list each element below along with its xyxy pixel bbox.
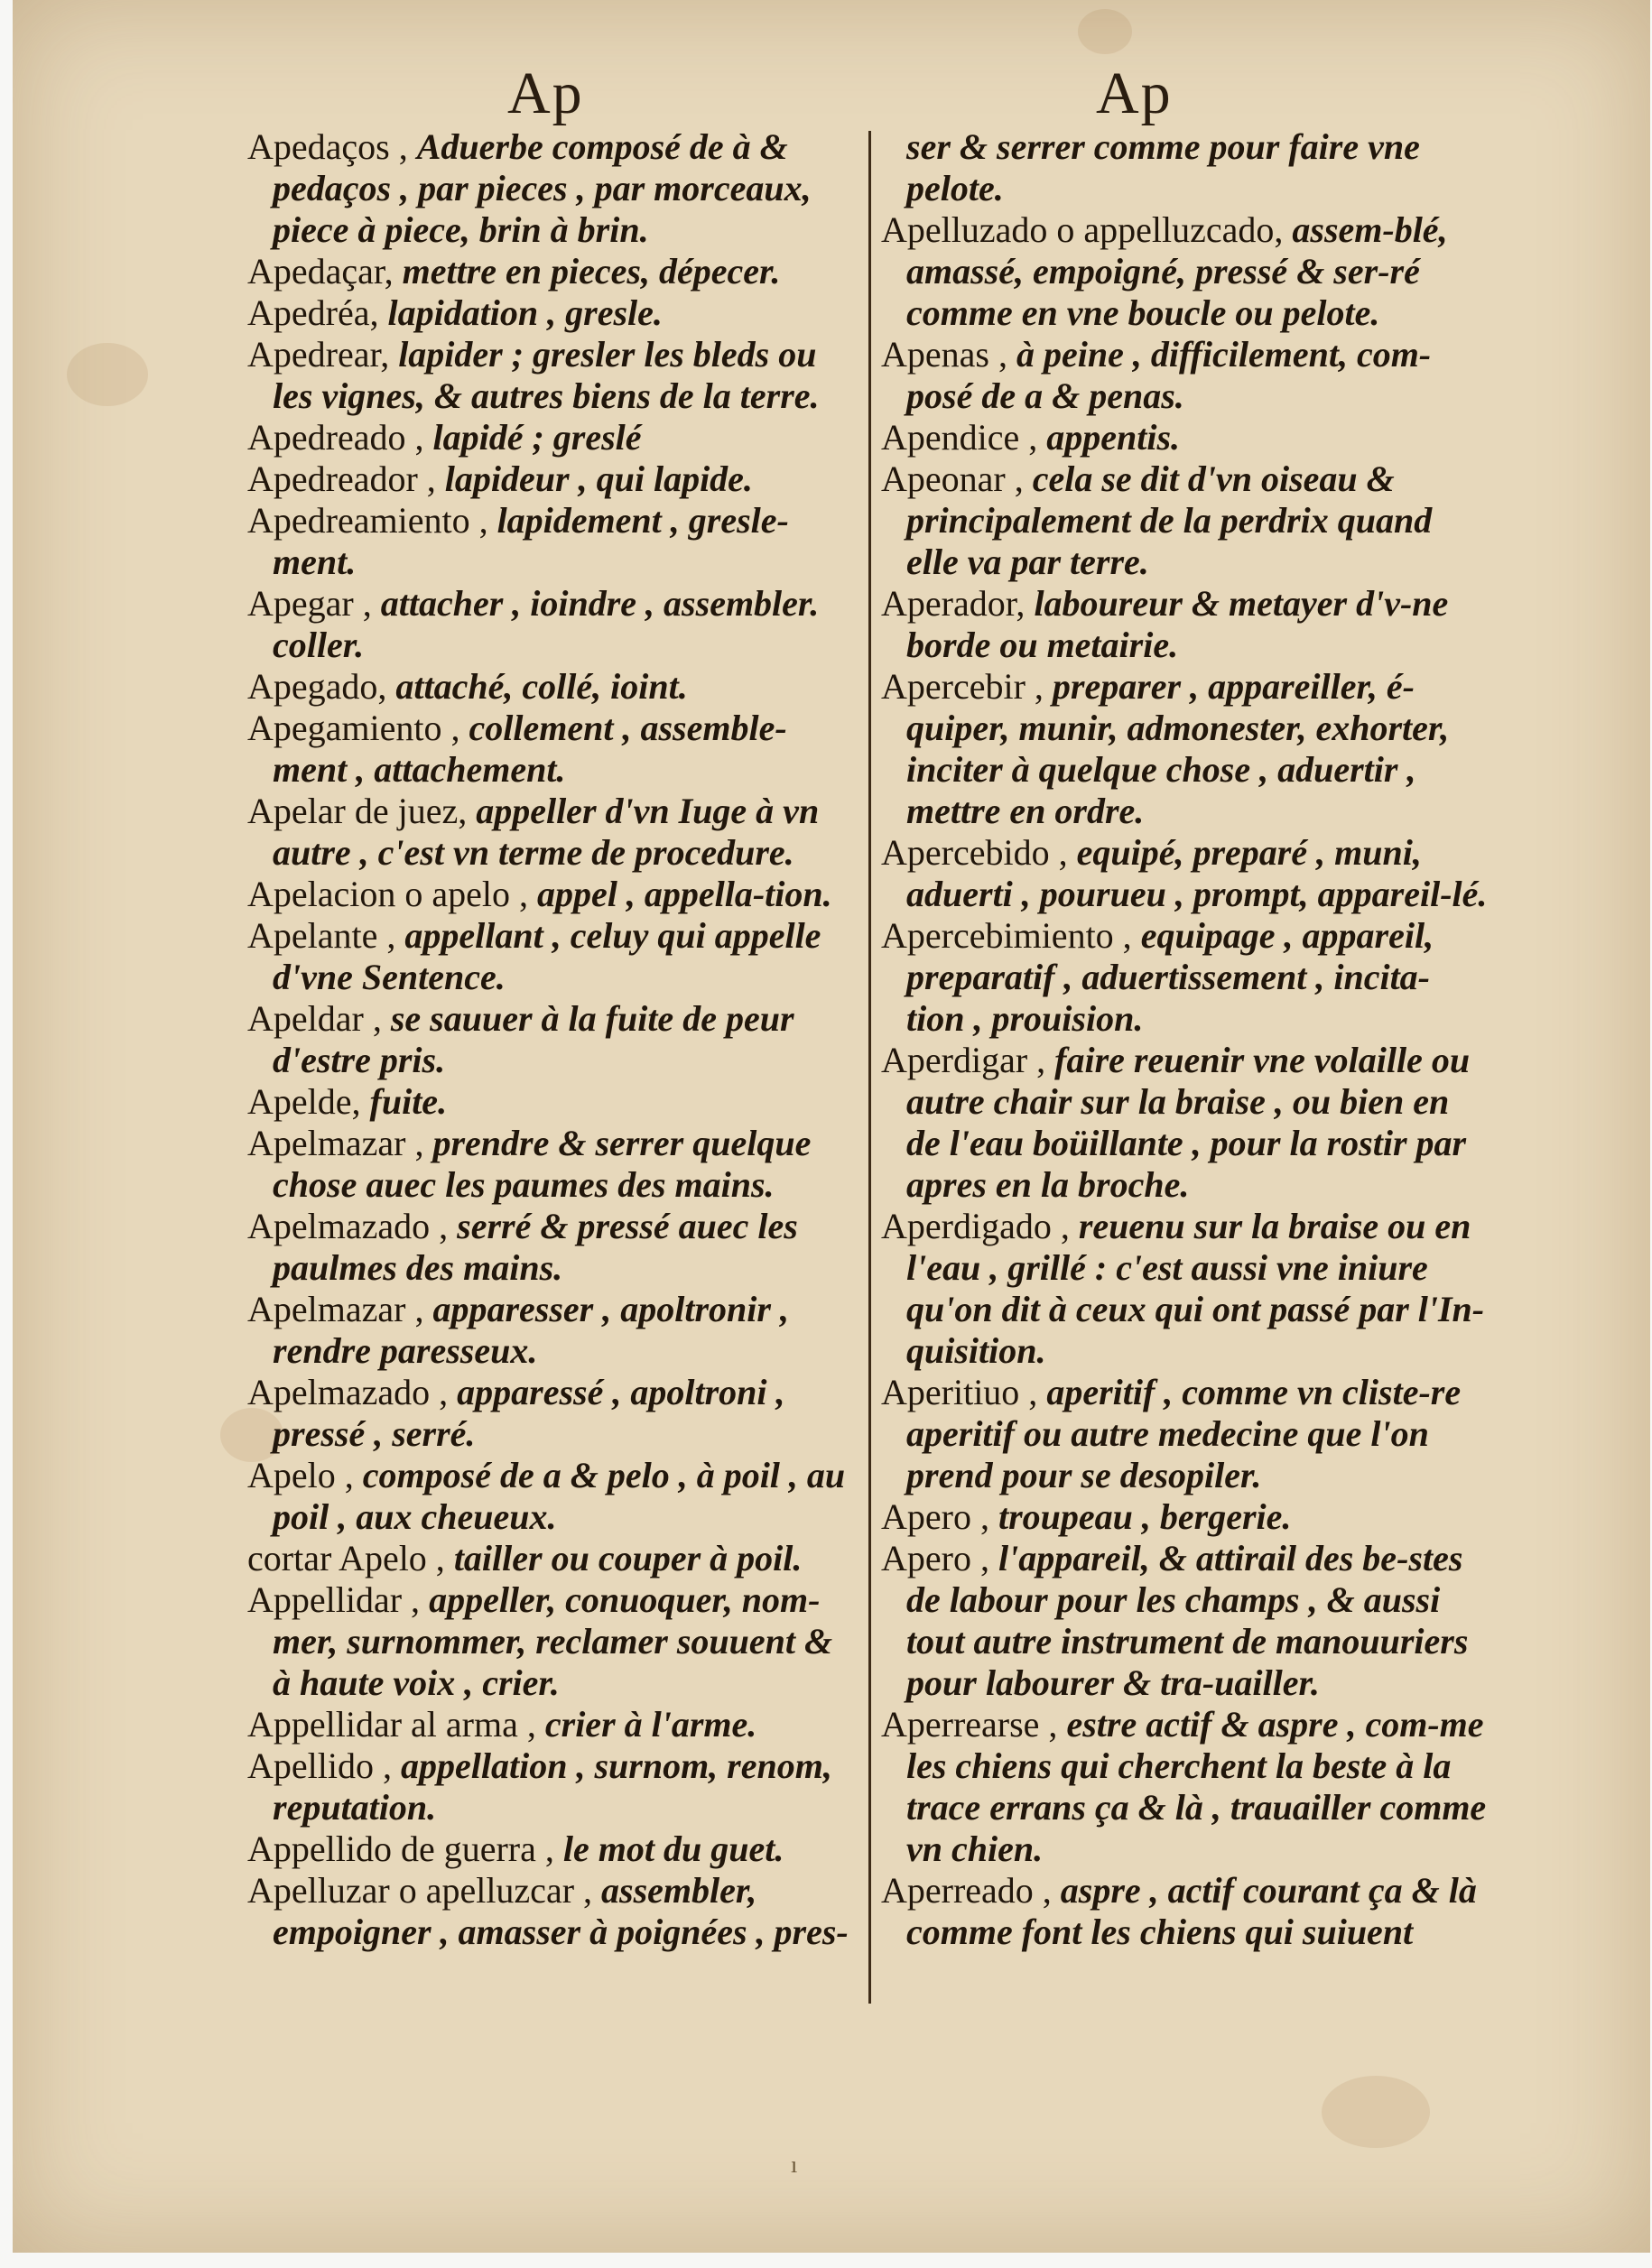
dictionary-entry: cortar Apelo , tailler ou couper à poil. [247, 1538, 803, 1578]
dictionary-entry: Apero , l'appareil, & attirail des be-stes de labour pour les champs , & aussi tout autre instrument de manouuriers pour labourer & tra-uailler. [881, 1538, 1469, 1703]
dictionary-entry-continuation: ser & serrer comme pour faire vne pelote. [906, 126, 1420, 208]
dictionary-entry: Apedrear, lapider ; gresler les bleds ou les vignes, & autres biens de la terre. [247, 334, 820, 416]
dictionary-entry: Apedreado , lapidé ; greslé [247, 417, 642, 458]
dictionary-entry: Aperrearse , estre actif & aspre , com-me les chiens qui cherchent la beste à la trace errans ça & là , trauailler comme vn chien. [881, 1704, 1487, 1869]
dictionary-entry: Aperitiuo , aperitif , comme vn cliste-re aperitif ou autre medecine que l'on prend pour se desopiler. [881, 1372, 1462, 1495]
dictionary-entry: Apedréa, lapidation , gresle. [247, 292, 663, 333]
stain [1322, 2076, 1430, 2148]
dictionary-entry: Apelar de juez, appeller d'vn Iuge à vn autre , c'est vn terme de procedure. [247, 791, 820, 873]
dictionary-entry: Apegado, attaché, collé, ioint. [247, 666, 688, 707]
dictionary-entry: Aperreado , aspre , actif courant ça & là comme font les chiens qui suiuent [881, 1870, 1477, 1952]
dictionary-entry: Apedaços , Aduerbe composé de à & pedaços , par pieces , par morceaux, piece à piece, brin à brin. [247, 126, 812, 250]
running-header-left: Ap [507, 60, 584, 126]
dictionary-entry: Apeonar , cela se dit d'vn oiseau & principalement de la perdrix quand elle va par terre. [881, 458, 1433, 582]
stain [67, 343, 148, 406]
dictionary-entry: Apendice , appentis. [881, 417, 1181, 458]
right-column [881, 126, 1488, 1953]
dictionary-entry: Apelmazar , apparesser , apoltronir , rendre paresseux. [247, 1289, 789, 1371]
running-header-right: Ap [1096, 60, 1173, 126]
dictionary-entry: Apelo , composé de a & pelo , à poil , au poil , aux cheueux. [247, 1455, 846, 1537]
dictionary-entry: Apelluzado o appelluzcado, assem-blé, amassé, empoigné, pressé & ser-ré comme en vne boucle ou pelote. [881, 209, 1448, 333]
dictionary-entry: Apelante , appellant , celuy qui appelle d'vne Sentence. [247, 915, 821, 997]
dictionary-entry: Apelmazar , prendre & serrer quelque chose auec les paumes des mains. [247, 1123, 812, 1205]
dictionary-entry: Appellidar , appeller, conuoquer, nom-mer, surnommer, reclamer souuent & à haute voix , crier. [247, 1579, 833, 1703]
dictionary-entry: Apelmazado , apparessé , apoltroni , pressé , serré. [247, 1372, 785, 1454]
dictionary-entry: Apenas , à peine , difficilement, com-posé de a & penas. [881, 334, 1432, 416]
book-page [13, 0, 1650, 2253]
dictionary-entry: Apercebir , preparer , appareiller, é-quiper, munir, admonester, exhorter, inciter à quelque chose , aduertir , mettre en ordre. [881, 666, 1450, 831]
dictionary-entry: Aperador, laboureur & metayer d'v-ne borde ou metairie. [881, 583, 1449, 665]
footer-mark: ı [791, 2152, 798, 2178]
dictionary-entry: Aperdigado , reuenu sur la braise ou en l'eau , grillé : c'est aussi vne iniure qu'on dit à ceux qui ont passé par l'In-quisition. [881, 1206, 1485, 1371]
dictionary-entry: Apedreador , lapideur , qui lapide. [247, 458, 753, 499]
dictionary-entry: Appellido de guerra , le mot du guet. [247, 1828, 784, 1869]
left-column [247, 126, 857, 1953]
dictionary-entry: Apelmazado , serré & pressé auec les paulmes des mains. [247, 1206, 798, 1288]
column-divider [868, 131, 871, 2004]
stain [1078, 9, 1132, 54]
dictionary-entry: Apegamiento , collement , assemble-ment , attachement. [247, 708, 787, 790]
dictionary-entry: Apegar , attacher , ioindre , assembler. coller. [247, 583, 820, 665]
dictionary-entry: Apelde, fuite. [247, 1081, 448, 1122]
dictionary-entry: Apelluzar o apelluzcar , assembler, empoigner , amasser à poignées , pres- [247, 1870, 849, 1952]
dictionary-entry: Apero , troupeau , bergerie. [881, 1496, 1292, 1537]
dictionary-entry: Apedreamiento , lapidement , gresle-ment. [247, 500, 789, 582]
dictionary-entry: Apellido , appellation , surnom, renom, reputation. [247, 1745, 832, 1828]
dictionary-entry: Aperdigar , faire reuenir vne volaille ou autre chair sur la braise , ou bien en de l'eau boüillante , pour la rostir par apres en la broche. [881, 1040, 1471, 1205]
dictionary-entry: Apercebimiento , equipage , appareil, preparatif , aduertissement , incita-tion , prouision. [881, 915, 1434, 1039]
dictionary-entry: Apercebido , equipé, preparé , muni, aduerti , pourueu , prompt, appareil-lé. [881, 832, 1488, 914]
dictionary-entry: Apelacion o apelo , appel , appella-tion. [247, 874, 832, 914]
dictionary-entry: Apedaçar, mettre en pieces, dépecer. [247, 251, 781, 292]
dictionary-entry: Appellidar al arma , crier à l'arme. [247, 1704, 757, 1745]
dictionary-entry: Apeldar , se sauuer à la fuite de peur d'estre pris. [247, 998, 794, 1080]
